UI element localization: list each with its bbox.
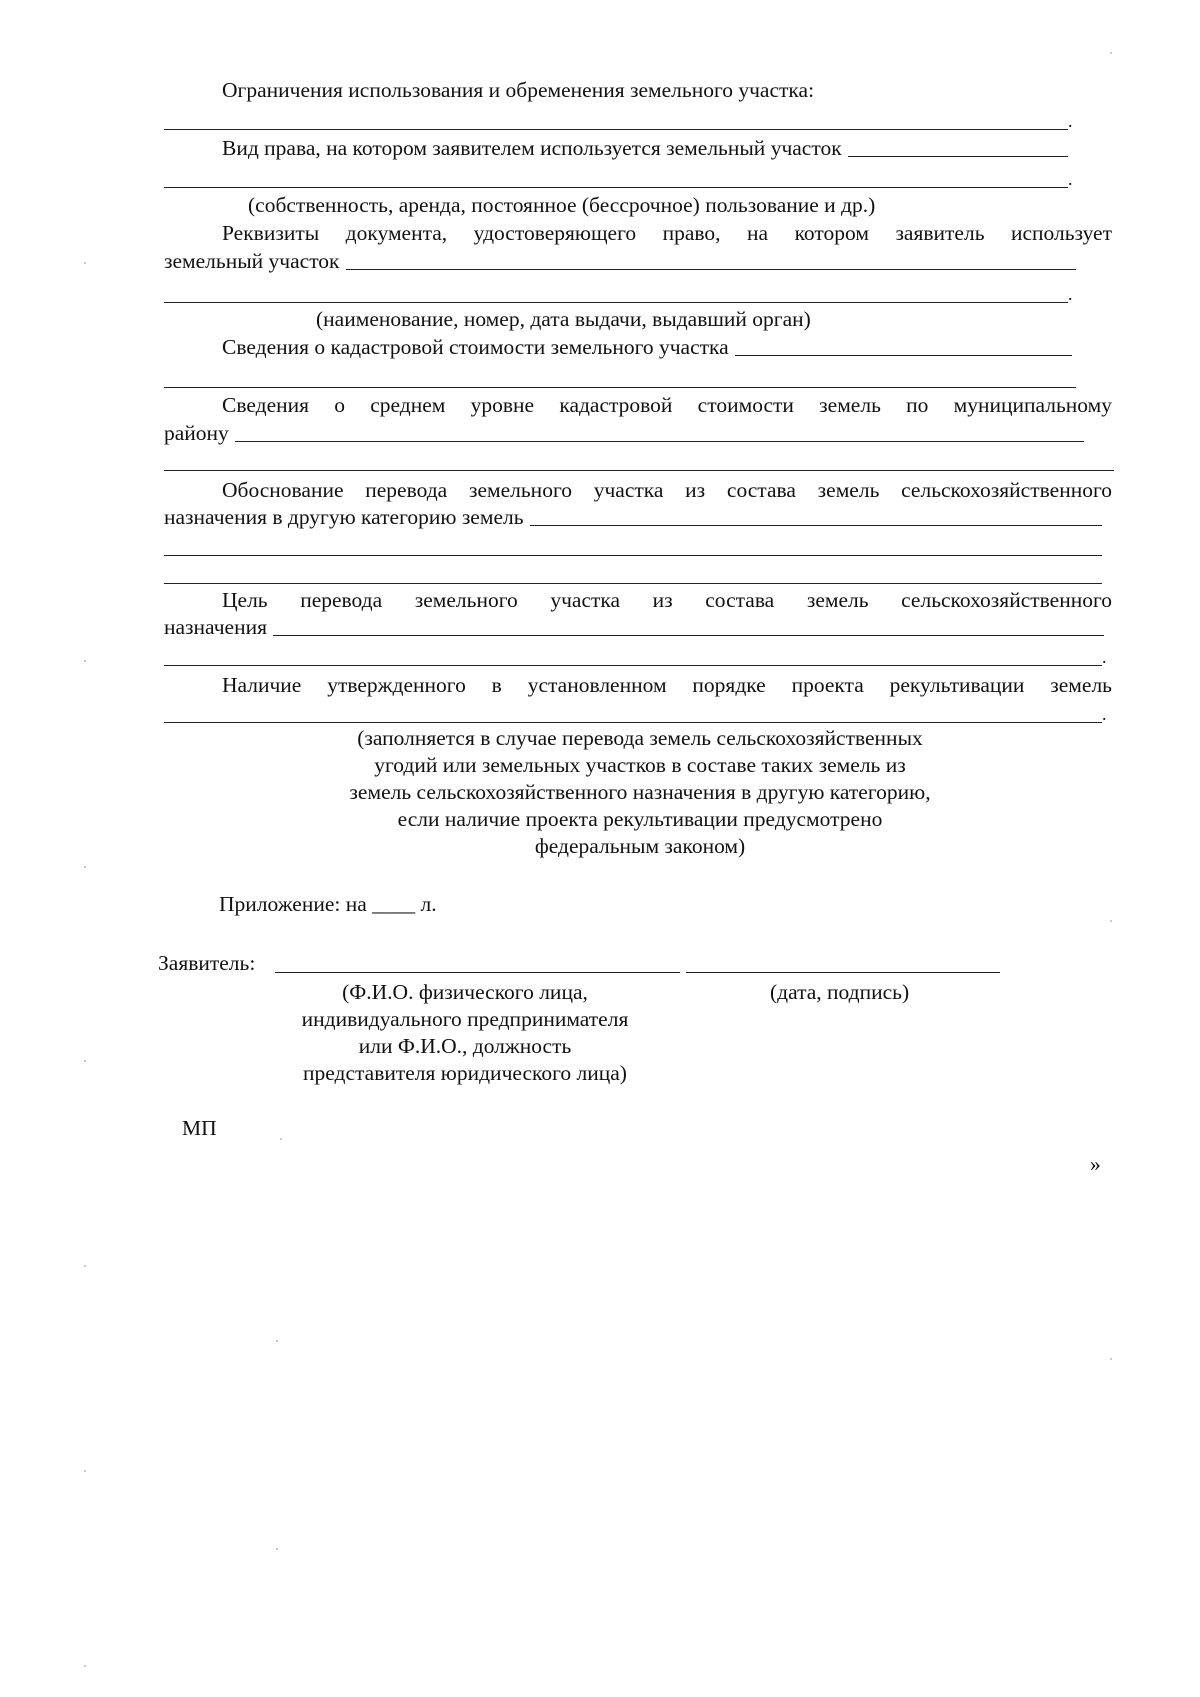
recultivation-note-line: если наличие проекта рекультивации предусмотрено	[397, 807, 883, 831]
applicant-date-signature-line[interactable]	[686, 972, 1000, 973]
date-signature-hint: (дата, подпись)	[770, 980, 910, 1004]
purpose-input-line[interactable]	[273, 635, 1104, 636]
applicant-name-hint-line: (Ф.И.О. физического лица,	[342, 980, 588, 1004]
appendix-suffix: л.	[420, 892, 437, 916]
line-end-dot: .	[1068, 284, 1073, 304]
right-type-input-line-2[interactable]	[164, 187, 1068, 188]
applicant-name-hint-line: индивидуального предпринимателя	[301, 1007, 629, 1031]
scan-speck	[1110, 920, 1112, 922]
scan-speck	[84, 1665, 86, 1667]
purpose-line2: назначения	[164, 615, 267, 639]
scan-speck	[276, 1340, 278, 1342]
recultivation-note-line: земель сельскохозяйственного назначения в другую категорию,	[349, 780, 931, 804]
scan-speck	[280, 1138, 282, 1140]
closing-quote: »	[1090, 1152, 1101, 1176]
restrictions-input-line[interactable]	[164, 129, 1068, 130]
right-type-input-line[interactable]	[848, 156, 1068, 157]
scan-speck	[84, 1470, 86, 1472]
justification-input-line-3[interactable]	[164, 583, 1102, 584]
justification-line1: Обоснование перевода земельного участка из состава земель сельскохозяйственного	[222, 478, 1112, 502]
justification-input-line[interactable]	[530, 525, 1102, 526]
line-end-dot: .	[1102, 647, 1107, 667]
avg-cadastral-line1: Сведения о среднем уровне кадастровой стоимости земель по муниципальному	[222, 393, 1112, 417]
scan-speck	[84, 660, 86, 662]
recultivation-note-line: (заполняется в случае перевода земель сельскохозяйственных	[357, 726, 923, 750]
purpose-line1: Цель перевода земельного участка из состава земель сельскохозяйственного	[222, 588, 1112, 612]
justification-row	[164, 507, 1102, 529]
applicant-name-hint-line: представителя юридического лица)	[303, 1061, 627, 1085]
scan-speck	[1110, 52, 1112, 54]
cadastral-value-row	[222, 337, 1072, 359]
cadastral-value-input-line[interactable]	[735, 355, 1072, 356]
scan-speck	[84, 1060, 86, 1062]
line-end-dot: .	[1068, 169, 1073, 189]
applicant-name-input-line[interactable]	[275, 972, 680, 973]
avg-cadastral-input-line[interactable]	[235, 441, 1084, 442]
doc-requisites-input-line[interactable]	[346, 269, 1076, 270]
appendix-line	[219, 894, 437, 916]
restrictions-label: Ограничения использования и обременения земельного участка:	[222, 78, 815, 102]
doc-requisites-line2: земельный участок	[164, 249, 340, 273]
appendix-prefix: Приложение: на	[219, 892, 367, 916]
appendix-pages-input[interactable]: ____	[372, 892, 416, 916]
doc-requisites-hint: (наименование, номер, дата выдачи, выдавший орган)	[316, 307, 811, 331]
right-type-row	[222, 138, 1068, 160]
avg-cadastral-line2: району	[164, 421, 229, 445]
scan-speck	[84, 262, 86, 264]
right-type-hint: (собственность, аренда, постоянное (бессрочное) пользование и др.)	[248, 193, 876, 217]
scan-speck	[84, 1265, 86, 1267]
doc-requisites-input-line-2[interactable]	[164, 302, 1068, 303]
recultivation-note-line: угодий или земельных участков в составе таких земель из	[374, 753, 906, 777]
applicant-label: Заявитель:	[158, 951, 256, 975]
recultivation-note-line: федеральным законом)	[534, 834, 746, 858]
justification-input-line-2[interactable]	[164, 555, 1102, 556]
avg-cadastral-row	[164, 423, 1084, 445]
doc-requisites-line1: Реквизиты документа, удостоверяющего право, на котором заявитель использует	[222, 221, 1112, 245]
cadastral-value-label: Сведения о кадастровой стоимости земельного участка	[222, 335, 729, 359]
recultivation-label: Наличие утвержденного в установленном порядке проекта рекультивации земель	[222, 673, 1112, 697]
right-type-label: Вид права, на котором заявителем используется земельный участок	[222, 136, 842, 160]
seal-label: МП	[182, 1116, 217, 1140]
line-end-dot: .	[1068, 111, 1073, 131]
cadastral-value-input-line-2[interactable]	[164, 387, 1076, 388]
purpose-row	[164, 617, 1104, 639]
recultivation-input-line[interactable]	[164, 722, 1102, 723]
avg-cadastral-input-line-2[interactable]	[164, 470, 1114, 471]
purpose-input-line-2[interactable]	[164, 665, 1102, 666]
doc-requisites-row	[164, 251, 1076, 273]
applicant-name-hint-line: или Ф.И.О., должность	[358, 1034, 572, 1058]
scan-speck	[1110, 1358, 1112, 1360]
justification-line2: назначения в другую категорию земель	[164, 505, 524, 529]
scan-speck	[84, 866, 86, 868]
line-end-dot: .	[1102, 704, 1107, 724]
scan-speck	[276, 1548, 278, 1550]
